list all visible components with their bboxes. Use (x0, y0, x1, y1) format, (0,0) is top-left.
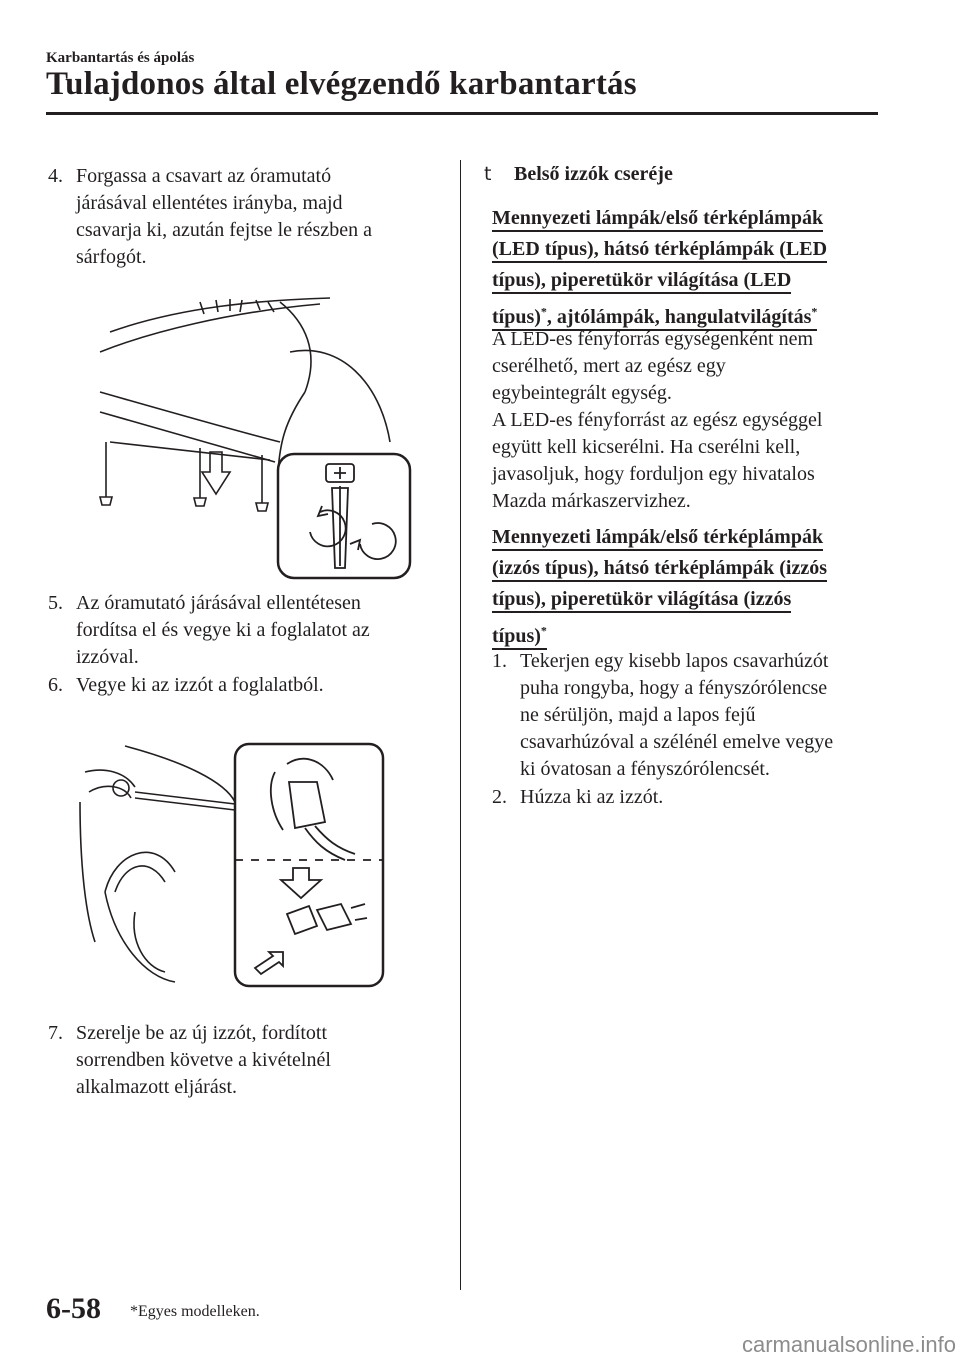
step-number: 1. (492, 650, 507, 672)
paragraph-line: javasoljuk, hogy forduljon egy hivatalos (492, 463, 815, 485)
watermark: carmanualsonline.info (741, 1332, 956, 1357)
footnote-marker: * (540, 304, 547, 318)
heading-line: (LED típus), hátsó térképlámpák (LED (492, 238, 827, 263)
paragraph-line: együtt kell kicserélni. Ha cserélni kell, (492, 436, 801, 458)
fender-screw-illustration (90, 292, 420, 582)
heading-line: típus) (492, 624, 541, 647)
heading-line: típus), piperetükör világítása (LED (492, 269, 791, 294)
heading-bulb-type (492, 522, 872, 652)
heading-line: típus), piperetükör világítása (izzós (492, 588, 791, 613)
paragraph-line: cserélhető, mert az egész egy (492, 355, 726, 377)
step-line: fordítsa el és vegye ki a foglalatot az (76, 619, 370, 641)
step-line: járásával ellentétes irányba, majd (76, 192, 343, 214)
step-line: izzóval. (76, 646, 139, 668)
step-line: Húzza ki az izzót. (520, 786, 664, 808)
bulb-socket-illustration (75, 742, 387, 990)
step-line: Vegye ki az izzót a foglalatból. (76, 674, 324, 696)
section-label: Karbantartás és ápolás (46, 50, 195, 66)
heading-line: Mennyezeti lámpák/első térképlámpák (492, 526, 823, 551)
heading-line: típus) (492, 305, 541, 328)
step-line: Tekerjen egy kisebb lapos csavarhúzót (520, 650, 829, 672)
step-line: Forgassa a csavart az óramutató (76, 165, 332, 187)
step-number: 5. (48, 592, 63, 614)
paragraph-line: Mazda márkaszervizhez. (492, 490, 691, 512)
footnote-marker: * (540, 623, 547, 637)
paragraph-line: A LED-es fényforrás egységenként nem (492, 328, 813, 350)
heading-line: (izzós típus), hátsó térképlámpák (izzós (492, 557, 827, 582)
step-number: 2. (492, 786, 507, 808)
step-line: alkalmazott eljárást. (76, 1076, 238, 1098)
step-line: puha rongyba, hogy a fényszórólencse (520, 677, 828, 699)
bullet-mark: t (484, 163, 492, 185)
step-line: sárfogót. (76, 246, 147, 268)
step-number: 4. (48, 165, 63, 187)
page-title: Tulajdonos által elvégzendő karbantartás (46, 66, 637, 102)
footnote-marker: * (811, 304, 818, 318)
subsection-heading (484, 163, 673, 186)
step-line: csavarja ki, azután fejtse le részben a (76, 219, 372, 241)
heading-line: Mennyezeti lámpák/első térképlámpák (492, 207, 823, 232)
paragraph-line: A LED-es fényforrást az egész egységgel (492, 409, 823, 431)
step-number: 6. (48, 674, 63, 696)
step-line: ne sérüljön, majd a lapos fejű (520, 704, 756, 726)
heading-line: , ajtólámpák, hangulatvilágítás (546, 305, 812, 328)
heading-led-type (492, 203, 872, 333)
title-divider (46, 112, 878, 115)
led-paragraph (492, 326, 872, 515)
page-number: 6-58 (46, 1292, 101, 1325)
column-divider (460, 160, 461, 1290)
step-line: ki óvatosan a fényszórólencsét. (520, 758, 770, 780)
footnote: *Egyes modelleken. (130, 1303, 260, 1320)
step-line: Szerelje be az új izzót, fordított (76, 1022, 328, 1044)
step-line: csavarhúzóval a szélénél emelve vegye (520, 731, 834, 753)
step-line: Az óramutató járásával ellentétesen (76, 592, 361, 614)
step-line: sorrendben követve a kivételnél (76, 1049, 331, 1071)
paragraph-line: egybeintegrált egység. (492, 382, 672, 404)
step-number: 7. (48, 1022, 63, 1044)
subsection-title: Belső izzók cseréje (514, 163, 673, 185)
